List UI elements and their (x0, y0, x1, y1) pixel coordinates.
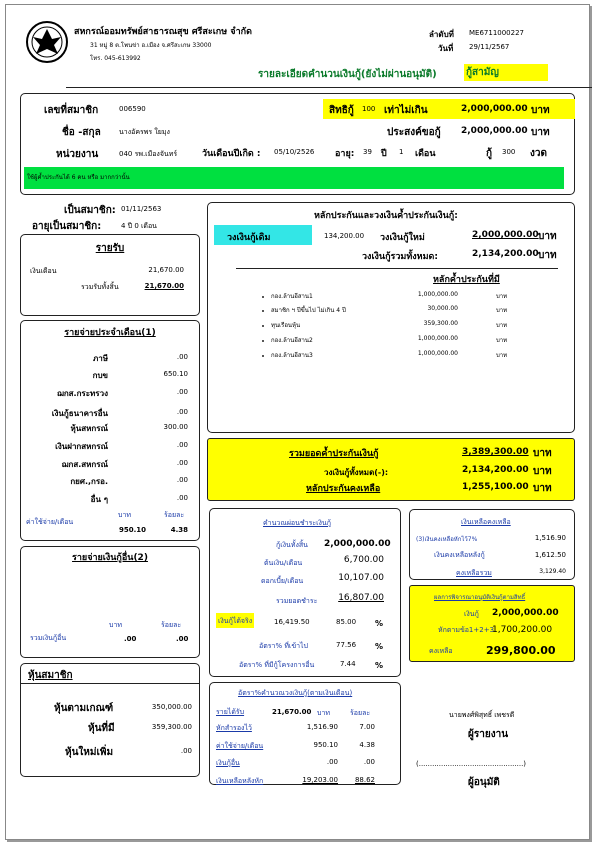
income-total-label: รวมรับทั้งสิ้น (81, 283, 119, 291)
since-label: เป็นสมาชิก: (64, 205, 116, 216)
age-years: 39 (363, 148, 372, 156)
monthly-ratio-title: อัตรา%คำนวณวงเงินกู้(ตามเงินเดือน) (238, 689, 353, 697)
name-label: ชื่อ -สกุล (62, 127, 101, 138)
balance-row1: 1,516.90 (534, 534, 566, 542)
guarantee-unit: บาท (496, 352, 508, 359)
org-phone: โทร. 045-613992 (90, 55, 141, 62)
ratio-baht-col: บาท (317, 709, 330, 717)
guarantee-unit: บาท (496, 322, 508, 329)
age-months: 1 (399, 148, 404, 156)
ratio-row-label: เงินกู้อื่น (216, 759, 240, 767)
new-loan-label: วงเงินกู้ใหม่ (380, 233, 425, 243)
calc-principal: 6,700.00 (343, 555, 384, 565)
limit-baht: บาท (531, 105, 550, 116)
ratio-row-pct: .00 (363, 758, 375, 766)
ratio-pct-col: ร้อยละ (350, 709, 371, 717)
expense-pct-col: ร้อยละ (164, 511, 185, 519)
member-age-label: อายุเป็นสมาชิก: (32, 221, 102, 232)
salary-label: เงินเดือน (30, 267, 57, 275)
reporter-role: ผู้รายงาน (468, 729, 509, 740)
guarantee-title: หลักค้ำประกันที่มี (433, 275, 500, 285)
guarantee-label: กอง.ล้านอีสาน3 (271, 352, 313, 359)
old-loan-label: วงเงินกู้เดิม (227, 233, 271, 243)
green-note: ใช้ผู้ค้ำประกันได้ 6 คน หรือ มากกว่านั้น (27, 174, 130, 181)
other-loans-value: .00 (124, 635, 137, 643)
ratio-row-value: .00 (326, 758, 338, 766)
salary-value: 21,670.00 (148, 266, 184, 274)
ratio-row-value: 950.10 (313, 741, 338, 749)
expense-item-value: .00 (176, 494, 188, 502)
year-label: ปี (381, 149, 387, 159)
monthly-expense: 950.10 (118, 526, 146, 534)
right-label: สิทธิกู้ (329, 105, 354, 116)
ratio-row-value: 19,203.00 (302, 776, 338, 784)
expense-item-value: .00 (176, 408, 188, 416)
remaining-baht: บาท (533, 483, 552, 494)
other-loans-label: รวมเงินกู้อื่น (30, 634, 67, 642)
calc-other-ratio-label: อัตรา% ที่มีกู้โครงการอื่น (239, 661, 315, 669)
loan-all-baht: บาท (533, 466, 552, 477)
income-title: รายรับ (95, 243, 125, 254)
expense-baht-col: บาท (118, 511, 131, 519)
expense-item-value: .00 (176, 353, 188, 361)
ratio-income-label: รายได้รับ (216, 708, 245, 716)
guarantee-unit: บาท (496, 293, 508, 300)
calc-other-ratio: 7.44 (340, 660, 356, 668)
document-page (5, 4, 590, 840)
ratio-row-label: ค่าใช้จ่าย/เดือน (216, 742, 264, 750)
guarantee-value: 359,300.00 (423, 320, 458, 327)
guarantee-value: 1,000,000.00 (417, 291, 458, 298)
calc-loan: 2,000,000.00 (324, 539, 391, 549)
expense-item-label: หุ้นสหกรณ์ (70, 424, 108, 433)
guarantee-bullet-icon (262, 325, 264, 327)
expense-item-value: .00 (176, 476, 188, 484)
balance-row2-label: เงินคงเหลือหลังกู้ (434, 551, 485, 559)
calc-title: คำนวณผ่อนชำระเงินกู้ (263, 519, 331, 527)
age-label: อายุ: (335, 149, 355, 159)
new-loan-baht: บาท (538, 231, 557, 242)
shares-required-label: หุ้นตามเกณฑ์ (54, 703, 114, 714)
loan-type-badge: กู้สามัญ (464, 64, 548, 81)
unit-value: 040 รพ.เมืองจันทร์ (119, 150, 178, 158)
period-label: งวด (530, 148, 547, 159)
total-guarantee: 3,389,300.00 (462, 447, 529, 457)
guarantee-unit: บาท (496, 307, 508, 314)
guarantee-bullet-icon (262, 296, 264, 298)
guarantee-unit: บาท (496, 337, 508, 344)
approve-remain: 299,800.00 (486, 644, 556, 657)
guarantee-label: กอง.ล้านอีสาน1 (271, 293, 313, 300)
expense-item-value: 300.00 (163, 423, 188, 431)
unit-label: หน่วยงาน (56, 149, 99, 160)
approver-blank-line: (...............................................) (416, 760, 527, 768)
collateral-divider (236, 268, 558, 269)
shares-required: 350,000.00 (151, 703, 192, 711)
guarantee-bullet-icon (262, 310, 264, 312)
birth-value: 05/10/2526 (274, 148, 315, 156)
other-loans-baht-col: บาท (109, 621, 122, 629)
cooperative-logo (25, 19, 69, 65)
approve-loan: 2,000,000.00 (492, 608, 559, 618)
expense-item-label: เงินฝากสหกรณ์ (55, 442, 108, 451)
shares-extra: .00 (180, 747, 192, 755)
ratio-row-pct: 4.38 (359, 741, 375, 749)
ratio-row-pct: 88.62 (354, 776, 375, 784)
expense-item-label: กยศ.,กรอ. (70, 477, 108, 486)
purpose-label: ประสงค์ขอกู้ (387, 127, 441, 138)
limit-amount: 2,000,000.00 (461, 104, 528, 114)
guarantee-bullet-icon (262, 340, 264, 342)
seq-value: ME6711000227 (469, 29, 524, 37)
shares-divider (20, 683, 200, 684)
shares-title: หุ้นสมาชิก (28, 670, 73, 681)
balance-row3: 3,129.40 (539, 568, 566, 575)
calc-total-label: รวมยอดชำระ (276, 597, 318, 605)
purpose-amount: 2,000,000.00 (461, 126, 528, 136)
expense-item-label: ฌกส.กระทรวง (56, 389, 108, 398)
shares-extra-label: หุ้นใหม่เพิ่ม (65, 747, 114, 758)
expense-title: รายจ่ายประจำเดือน(1) (64, 328, 156, 338)
since-value: 01/11/2563 (121, 205, 162, 213)
purpose-baht: บาท (531, 127, 550, 138)
month-label: เดือน (415, 149, 436, 159)
monthly-expense-label: ค่าใช้จ่าย/เดือน (26, 518, 74, 526)
guarantee-label: กอง.ล้านอีสาน2 (271, 337, 313, 344)
guarantee-value: 1,000,000.00 (417, 335, 458, 342)
member-no: 006590 (119, 105, 146, 113)
calc-actual: 16,419.50 (274, 618, 310, 626)
reporter-name: นายพงศ์พิสุทธิ์ เพชรดี (449, 711, 515, 719)
total-loan-baht: บาท (538, 250, 557, 261)
income-total: 21,670.00 (144, 282, 184, 290)
ratio-row-pct: 7.00 (359, 723, 375, 731)
total-guarantee-label: รวมยอดค้ำประกันเงินกู้ (289, 449, 379, 459)
expense-item-value: .00 (176, 441, 188, 449)
shares-have: 359,300.00 (151, 723, 192, 731)
approve-remain-label: คงเหลือ (429, 647, 453, 655)
expense-item-value: 650.10 (163, 370, 188, 378)
org-address: 31 หมู่ 8 ต.โพนข่า อ.เมือง จ.ศรีสะเกษ 33000 (90, 42, 212, 49)
other-loans-title: รายจ่ายเงินกู้อื่น(2) (72, 553, 148, 563)
balance-title: เงินเหลือคงเหลือ (461, 518, 511, 526)
expense-item-label: เงินกู้ธนาคารอื่น (51, 409, 108, 418)
member-name: นางอัครพร ใยมุง (119, 128, 170, 136)
approve-deduct: 1,700,200.00 (492, 625, 553, 635)
calc-principal-label: ต้นเงิน/เดือน (264, 559, 303, 567)
calc-actual-pct: 85.00 (336, 618, 357, 626)
header-divider (66, 87, 592, 88)
balance-row1-label: (3)เงินคงเหลือหักไว้7% (416, 536, 478, 543)
monthly-expense-pct: 4.38 (170, 526, 188, 534)
new-loan-amount: 2,000,000.00 (472, 230, 539, 240)
seq-label: ลำดับที่ (429, 30, 454, 39)
approver-role: ผู้อนุมัติ (468, 777, 500, 788)
right-value: 100 (362, 105, 376, 113)
calc-ratio: 77.56 (336, 641, 357, 649)
shares-have-label: หุ้นที่มี (88, 723, 115, 734)
total-loan-label: วงเงินกู้รวมทั้งหมด: (362, 252, 438, 262)
expense-item-value: .00 (176, 388, 188, 396)
calc-interest: 10,107.00 (338, 573, 384, 583)
calc-ratio-label: อัตรา% ที่เข้าไป (259, 642, 309, 650)
loan-label: กู้ (486, 148, 493, 159)
remaining: 1,255,100.00 (462, 482, 529, 492)
balance-row2: 1,612.50 (534, 551, 566, 559)
total-loan-amount: 2,134,200.00 (472, 249, 539, 259)
date-value: 29/11/2567 (469, 43, 510, 51)
ratio-row-label: เงินเหลือหลังหัก (216, 777, 264, 785)
report-title: รายละเอียดคำนวนเงินกู้(ยังไม่ผ่านอนุมัติ) (258, 69, 437, 80)
guarantee-value: 1,000,000.00 (417, 350, 458, 357)
guarantee-value: 30,000.00 (427, 305, 458, 312)
balance-row3-label: คงเหลือรวม (456, 569, 492, 577)
expense-item-label: ฌกส.สหกรณ์ (61, 460, 108, 469)
other-ratio-pct-sign: % (375, 661, 384, 670)
loan-periods: 300 (502, 148, 516, 156)
calc-actual-label: เงินกู้ได้จริง (218, 617, 253, 625)
guarantee-label: ทุนเรือนหุ้น (271, 322, 301, 329)
expense-item-label: กบข (92, 371, 108, 380)
old-loan-amount: 134,200.00 (324, 232, 365, 240)
total-guarantee-baht: บาท (533, 448, 552, 459)
approve-deduct-label: หักตามข้อ1+2+3 (438, 626, 495, 634)
approve-title: ผลการพิจารณาอนุมัติเงินกู้ตามสิทธิ์ (434, 594, 526, 601)
loan-all-label: วงเงินกู้ทั้งหมด(-): (324, 468, 389, 477)
loan-all: 2,134,200.00 (462, 465, 529, 475)
ratio-pct-sign: % (375, 642, 384, 651)
calc-interest-label: ดอกเบี้ย/เดือน (261, 577, 304, 585)
ratio-income: 21,670.00 (272, 708, 312, 716)
other-loans-pct-col: ร้อยละ (161, 621, 182, 629)
remaining-label: หลักประกันคงเหลือ (306, 484, 381, 494)
actual-pct-sign: % (375, 619, 384, 628)
guarantee-label: สมาชิก ฯ ปีขึ้นไป ไม่เกิน 4 ปี (271, 307, 346, 314)
collateral-title: หลักประกันและวงเงินค้ำประกันเงินกู้: (314, 211, 458, 221)
ratio-row-value: 1,516.90 (306, 723, 338, 731)
date-label: วันที่ (438, 44, 454, 53)
birth-label: วันเดือนปีเกิด : (202, 149, 261, 159)
expense-item-label: ภาษี (92, 354, 108, 363)
expense-item-label: อื่น ๆ (90, 495, 108, 504)
member-age: 4 ปี 0 เดือน (121, 222, 157, 230)
expense-item-value: .00 (176, 459, 188, 467)
approve-loan-label: เงินกู้ (464, 610, 479, 618)
calc-loan-label: กู้เงินทั้งสิ้น (276, 541, 308, 549)
guarantee-bullet-icon (262, 355, 264, 357)
org-name: สหกรณ์ออมทรัพย์สาธารณสุข ศรีสะเกษ จำกัด (74, 27, 252, 37)
ratio-row-label: หักสำรองไว้ (216, 724, 252, 732)
limit-label: เท่าไม่เกิน (384, 105, 428, 116)
calc-total: 16,807.00 (338, 593, 384, 603)
member-no-label: เลขที่สมาชิก (44, 105, 99, 116)
other-loans-pct: .00 (176, 635, 189, 643)
